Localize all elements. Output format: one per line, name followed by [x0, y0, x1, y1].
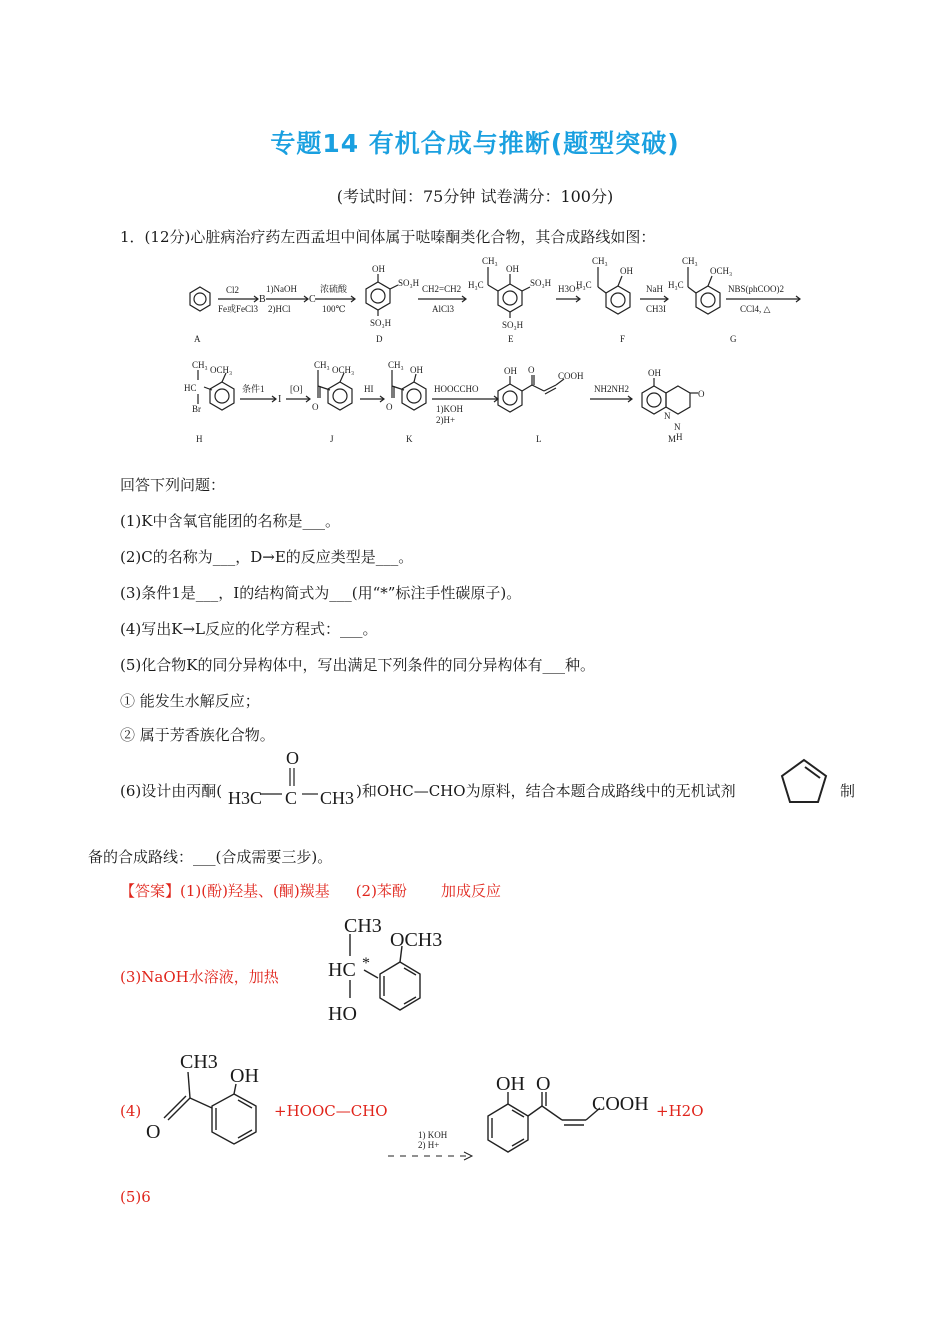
answer-tag: 【答案】	[120, 882, 181, 900]
answer-4-reagent: +HOOC—CHO	[274, 1102, 388, 1120]
reagent-label: NH2NH2	[594, 384, 629, 394]
compound-label: B	[259, 294, 266, 305]
reagent-label: 100℃	[322, 304, 346, 314]
synthesis-scheme	[170, 252, 820, 452]
question-6-part-a: (6)设计由丙酮(	[120, 782, 223, 800]
svg-text:OH: OH	[372, 264, 385, 274]
reagent-label: NaH	[646, 284, 663, 294]
answer-2: (2)苯酚	[355, 882, 407, 900]
compound-label: C	[309, 294, 316, 305]
answer-3-structure	[322, 912, 462, 1030]
answer-3: (3)NaOH水溶液，加热	[120, 968, 279, 986]
svg-text:SO₃H: SO₃H	[530, 278, 552, 288]
condition-2: ② 属于芳香族化合物。	[120, 726, 275, 744]
o-label: O	[536, 1073, 551, 1095]
cooh-label: COOH	[592, 1093, 649, 1115]
svg-text:Br: Br	[192, 404, 201, 414]
svg-text:CH₃: CH₃	[314, 360, 330, 370]
svg-text:CH₃: CH₃	[592, 256, 608, 266]
reagent-label: 2)H+	[436, 415, 456, 425]
svg-text:H₃C: H₃C	[576, 280, 592, 290]
svg-text:H₃C: H₃C	[668, 280, 684, 290]
acetone-carbon: C	[285, 788, 298, 808]
svg-text:O: O	[698, 389, 705, 399]
svg-text:O: O	[528, 365, 535, 375]
answer-4-l-structure	[478, 1070, 658, 1166]
reagent-label: 2)HCl	[268, 304, 291, 314]
svg-text:O: O	[386, 402, 393, 412]
compound-label: F	[620, 334, 626, 344]
svg-text:CH₃: CH₃	[388, 360, 404, 370]
question-1: (1)K中含氧官能团的名称是___。	[120, 512, 340, 530]
compound-label: L	[536, 434, 542, 444]
acetone-left: H3C	[228, 788, 263, 808]
oh-label: OH	[230, 1065, 259, 1087]
svg-text:CH₃: CH₃	[192, 360, 208, 370]
compound-label: I	[278, 394, 282, 405]
svg-text:CH₃: CH₃	[682, 256, 698, 266]
answer-5: (5)6	[120, 1188, 151, 1206]
compound-label: H	[196, 434, 203, 444]
answer-4: (4)	[120, 1102, 142, 1120]
ch3-label: CH3	[344, 915, 382, 937]
reagent-label: CH2=CH2	[422, 284, 462, 294]
reagent-label: [O]	[290, 384, 303, 394]
reagent-label: HI	[364, 384, 374, 394]
acetone-oxygen: O	[286, 748, 299, 768]
prompt: 回答下列问题：	[120, 476, 226, 494]
reagent-label: AlCl3	[432, 304, 455, 314]
acetone-structure	[226, 746, 356, 812]
reagent-label: 1)NaOH	[266, 284, 297, 294]
oh-label: OH	[496, 1073, 525, 1095]
answer-4-water: +H2O	[656, 1102, 704, 1120]
hc-label: HC	[328, 959, 356, 981]
ho-label: HO	[328, 1003, 357, 1025]
exam-info: (考试时间：75分钟 试卷满分：100分)	[336, 187, 614, 206]
condition-label: 2) H+	[418, 1140, 440, 1150]
reagent-label: H3O+	[558, 284, 581, 294]
svg-text:N: N	[674, 422, 681, 432]
o-label: O	[146, 1121, 161, 1143]
reagent-label: CCl4, △	[740, 304, 771, 314]
answer-1: (1)(酚)羟基、(酮)羰基	[180, 882, 330, 900]
answer-4-k-structure	[140, 1046, 272, 1164]
svg-text:COOH: COOH	[558, 371, 584, 381]
reagent-label: HOOCCHO	[434, 384, 479, 394]
compound-label: G	[730, 334, 737, 344]
svg-text:OH: OH	[410, 365, 423, 375]
compound-label: A	[194, 334, 201, 344]
svg-text:HC: HC	[184, 383, 197, 393]
svg-text:H: H	[676, 432, 683, 442]
compound-label: K	[406, 434, 413, 444]
svg-text:OH: OH	[620, 266, 633, 276]
svg-text:OCH₃: OCH₃	[210, 365, 233, 375]
reagent-label: CH3I	[646, 304, 666, 314]
condition-label: 1) KOH	[418, 1130, 448, 1140]
compound-label: J	[330, 434, 334, 444]
compound-label: M	[668, 434, 677, 444]
question-intro: 1．(12分)心脏病治疗药左西孟坦中间体属于哒嗪酮类化合物，其合成路线如图：	[120, 228, 656, 246]
question-2: (2)C的名称为___，D→E的反应类型是___。	[120, 548, 414, 566]
svg-text:SO₃H: SO₃H	[502, 320, 524, 330]
reagent-label: 1)KOH	[436, 404, 463, 414]
compound-label: D	[376, 334, 383, 344]
question-6-part-d: 备的合成路线：___(合成需要三步)。	[88, 848, 333, 866]
question-6-part-c: 制	[840, 782, 856, 800]
svg-text:CH₃: CH₃	[482, 256, 498, 266]
reagent-label: Fe或FeCl3	[218, 304, 259, 314]
reagent-label: Cl2	[226, 285, 240, 295]
svg-text:OH: OH	[648, 368, 661, 378]
svg-text:OCH₃: OCH₃	[332, 365, 355, 375]
condition-1: ① 能发生水解反应；	[120, 692, 260, 710]
question-6-part-b: )和OHC—CHO为原料，结合本题合成路线中的无机试剂	[356, 782, 736, 800]
compound-label: E	[508, 334, 514, 344]
chiral-star: *	[362, 955, 370, 972]
question-4: (4)写出K→L反应的化学方程式：___。	[120, 620, 378, 638]
svg-text:SO₃H: SO₃H	[370, 318, 392, 328]
svg-text:H₃C: H₃C	[468, 280, 484, 290]
och3-label: OCH3	[390, 929, 443, 951]
acetone-right: CH3	[320, 788, 355, 808]
svg-text:OCH₃: OCH₃	[710, 266, 733, 276]
page-title: 专题14 有机合成与推断(题型突破)	[270, 129, 680, 158]
answer-block	[120, 880, 501, 901]
cyclopentene-structure	[776, 756, 832, 808]
answer-2b: 加成反应	[440, 882, 501, 900]
svg-text:OH: OH	[504, 366, 517, 376]
ch3-label: CH3	[180, 1051, 218, 1073]
reagent-label: 浓硫酸	[320, 284, 348, 294]
svg-text:OH: OH	[506, 264, 519, 274]
answer-4-arrow	[384, 1126, 484, 1166]
svg-text:SO₃H: SO₃H	[398, 278, 420, 288]
benzene-ring	[190, 287, 210, 311]
svg-text:O: O	[312, 402, 319, 412]
reagent-label: 条件1	[242, 384, 265, 394]
question-3: (3)条件1是___，I的结构简式为___(用“*”标注手性碳原子)。	[120, 584, 522, 602]
question-5: (5)化合物K的同分异构体中，写出满足下列条件的同分异构体有___种。	[120, 656, 595, 674]
svg-text:N: N	[664, 411, 671, 421]
reagent-label: NBS(phCOO)2	[728, 284, 785, 294]
